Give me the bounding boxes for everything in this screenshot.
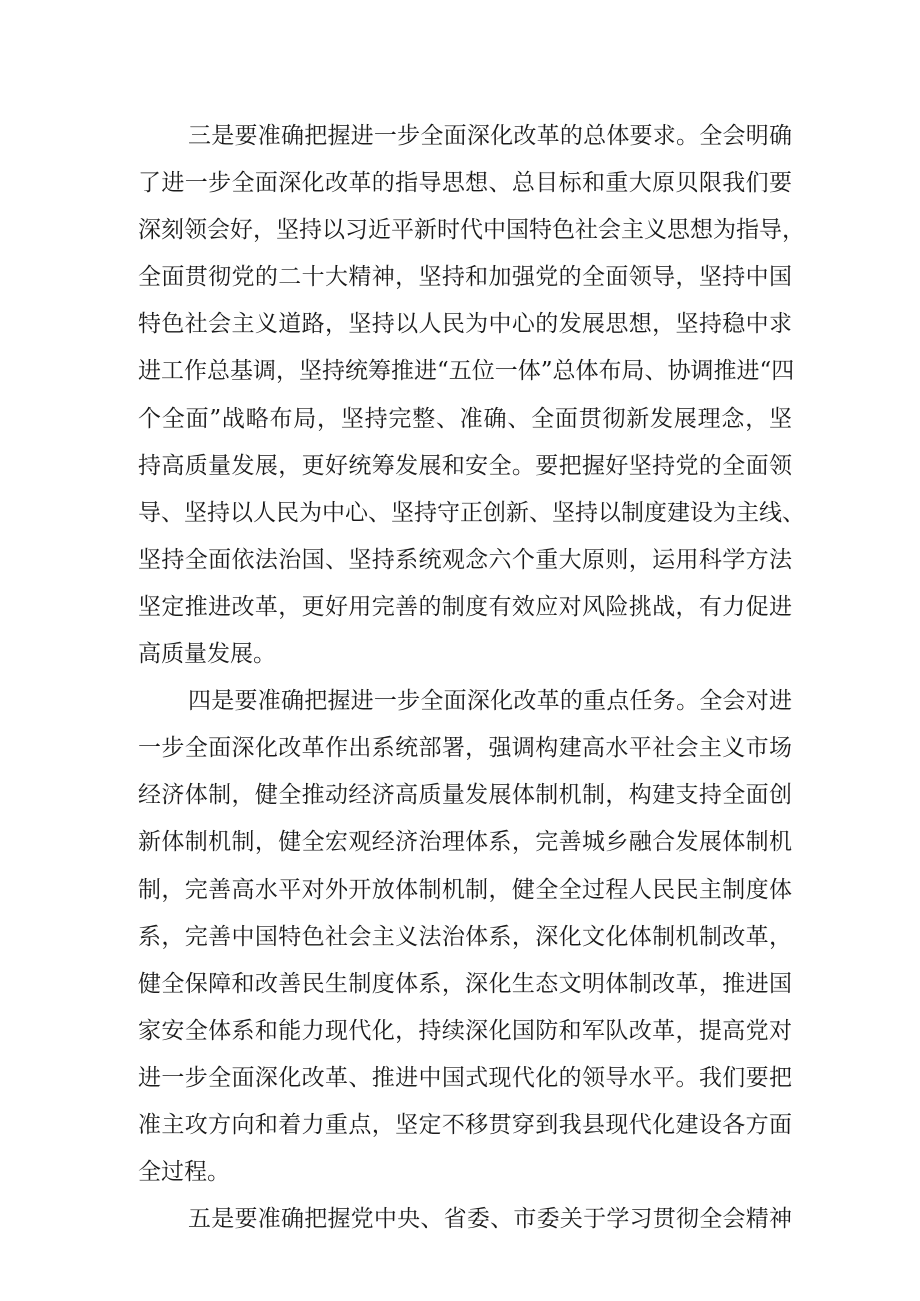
text-line: 新体制机制，健全宏观经济治理体系，完善城乡融合发展体制机 xyxy=(138,829,792,856)
text-line: 个全面”战略布局，坚持完整、准确、全面贯彻新发展理念，坚 xyxy=(138,405,792,432)
paragraph-three xyxy=(138,113,805,678)
text-line: 高质量发展。 xyxy=(138,641,276,668)
text-line: 四是要准确把握进一步全面深化改革的重点任务。全会对进 xyxy=(188,688,792,715)
text-line: 特色社会主义道路，坚持以人民为中心的发展思想，坚持稳中求 xyxy=(138,311,792,338)
text-line: 导、坚持以人民为中心、坚持守正创新、坚持以制度建设为主线、 xyxy=(138,499,805,526)
text-line: 制，完善高水平对外开放体制机制，健全全过程人民民主制度体 xyxy=(138,876,792,903)
text-line: 全面贯彻党的二十大精神，坚持和加强党的全面领导，坚持中国 xyxy=(138,264,792,291)
text-line: 健全保障和改善民生制度体系，深化生态文明体制改革，推进国 xyxy=(138,970,792,997)
text-line: 家安全体系和能力现代化，持续深化国防和军队改革，提高党对 xyxy=(138,1017,792,1044)
paragraph-four xyxy=(138,678,792,1196)
text-line: 了进一步全面深化改革的指导思想、总目标和重大原贝限我们要 xyxy=(138,170,792,197)
text-line: 系，完善中国特色社会主义法治体系，深化文化体制机制改革， xyxy=(138,923,792,950)
text-line: 进一步全面深化改革、推进中国式现代化的领导水平。我们要把 xyxy=(138,1064,792,1091)
text-line: 一步全面深化改革作出系统部署，强调构建高水平社会主义市场 xyxy=(138,735,792,762)
text-line: 准主攻方向和着力重点，坚定不移贯穿到我县现代化建设各方面 xyxy=(138,1111,792,1138)
paragraph-five xyxy=(138,1196,792,1243)
text-line: 坚定推进改革，更好用完善的制度有效应对风险挑战，有力促进 xyxy=(138,593,792,620)
text-line: 五是要准确把握党中央、省委、市委关于学习贯彻全会精神 xyxy=(188,1206,792,1233)
text-line: 经济体制，健全推动经济高质量发展体制机制，构建支持全面创 xyxy=(138,782,792,809)
text-line: 进工作总基调，坚持统筹推进“五位一体”总体布局、协调推进“四 xyxy=(138,358,795,385)
text-line: 三是要准确把握进一步全面深化改革的总体要求。全会明确 xyxy=(188,123,792,149)
text-line: 持高质量发展，更好统筹发展和安全。要把握好坚持党的全面领 xyxy=(138,452,792,479)
text-line: 坚持全面依法治国、坚持系统观念六个重大原则，运用科学方法 xyxy=(138,546,792,573)
text-line: 深刻领会好，坚持以习近平新时代中国特色社会主义思想为指导， xyxy=(138,217,805,244)
document-body xyxy=(138,113,805,1243)
text-line: 全过程。 xyxy=(138,1159,230,1186)
